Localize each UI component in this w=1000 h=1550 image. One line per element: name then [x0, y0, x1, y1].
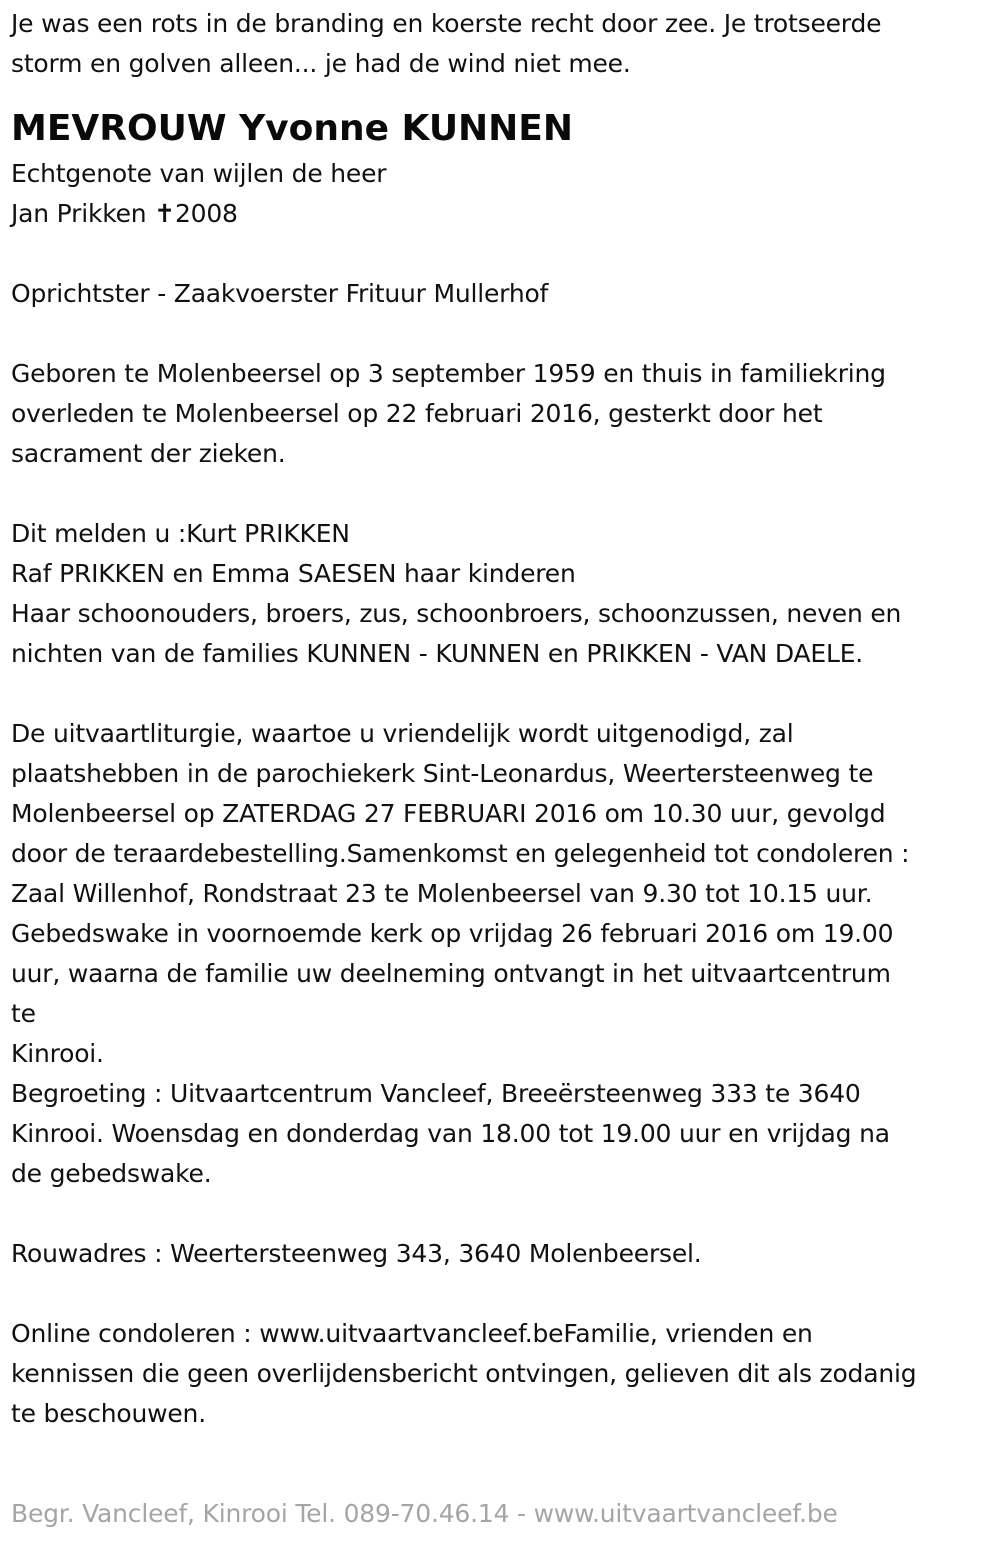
paragraph-line: kennissen die geen overlijdensbericht ontvingen, gelieven dit als zodanig: [11, 1359, 917, 1388]
paragraph-line: Begroeting : Uitvaartcentrum Vancleef, Breeërsteenweg 333 te 3640: [11, 1079, 861, 1108]
paragraph-line: plaatshebben in de parochiekerk Sint-Leonardus, Weertersteenweg te: [11, 759, 874, 788]
spacer: [11, 474, 991, 514]
paragraph-line: Kinrooi.: [11, 1039, 104, 1068]
poem-line: Je was een rots in de branding en koerste recht door zee. Je trotseerde: [11, 9, 882, 38]
paragraph-line: De uitvaartliturgie, waartoe u vriendelijk wordt uitgenodigd, zal: [11, 719, 794, 748]
paragraph-line: de gebedswake.: [11, 1159, 212, 1188]
deceased-name: MEVROUW Yvonne KUNNEN: [11, 108, 574, 149]
paragraph-line: Haar schoonouders, broers, zus, schoonbroers, schoonzussen, neven en: [11, 599, 902, 628]
paragraph-line: overleden te Molenbeersel op 22 februari 2016, gesterkt door het: [11, 399, 823, 428]
paragraph-line: Molenbeersel op ZATERDAG 27 FEBRUARI 2016 om 10.30 uur, gevolgd: [11, 799, 886, 828]
spacer: [11, 1274, 991, 1314]
family-paragraph: [11, 514, 991, 674]
paragraph-line: uur, waarna de familie uw deelneming ontvangt in het uitvaartcentrum: [11, 959, 891, 988]
occupation: Oprichtster - Zaakvoerster Frituur Mullerhof: [11, 279, 549, 308]
cross-icon: ✝: [154, 199, 175, 228]
paragraph-line: door de teraardebestelling.Samenkomst en gelegenheid tot condoleren :: [11, 839, 910, 868]
paragraph-line: Dit melden u :Kurt PRIKKEN: [11, 519, 350, 548]
poem: [11, 4, 991, 84]
poem-line: storm en golven alleen... je had de wind niet mee.: [11, 49, 631, 78]
mourning-address: Rouwadres : Weertersteenweg 343, 3640 Molenbeersel.: [11, 1239, 702, 1268]
spacer: [11, 234, 991, 274]
paragraph-line: Zaal Willenhof, Rondstraat 23 te Molenbeersel van 9.30 tot 10.15 uur.: [11, 879, 873, 908]
paragraph-line: nichten van de families KUNNEN - KUNNEN en PRIKKEN - VAN DAELE.: [11, 639, 864, 668]
spouse-line: [11, 194, 991, 234]
spouse-info: [11, 154, 991, 234]
paragraph-line: Geboren te Molenbeersel op 3 september 1959 en thuis in familiekring: [11, 359, 886, 388]
spouse-name: Jan Prikken: [11, 199, 147, 228]
birth-death-paragraph: [11, 354, 991, 474]
paragraph-line: Raf PRIKKEN en Emma SAESEN haar kinderen: [11, 559, 576, 588]
spacer: [11, 314, 991, 354]
spouse-year: 2008: [174, 199, 238, 228]
funeral-paragraph: [11, 714, 991, 1194]
paragraph-line: Gebedswake in voornoemde kerk op vrijdag 26 februari 2016 om 19.00: [11, 919, 894, 948]
spouse-label: Echtgenote van wijlen de heer: [11, 159, 387, 188]
online-condolence-paragraph: [11, 1314, 991, 1434]
paragraph-line: te: [11, 999, 36, 1028]
paragraph-line: Kinrooi. Woensdag en donderdag van 18.00 tot 19.00 uur en vrijdag na: [11, 1119, 890, 1148]
paragraph-line: Online condoleren : www.uitvaartvancleef.beFamilie, vrienden en: [11, 1319, 813, 1348]
paragraph-line: te beschouwen.: [11, 1399, 206, 1428]
paragraph-line: sacrament der zieken.: [11, 439, 286, 468]
spacer: [11, 1194, 991, 1234]
funeral-home-footer: Begr. Vancleef, Kinrooi Tel. 089-70.46.14 - www.uitvaartvancleef.be: [11, 1499, 838, 1528]
obituary-notice: [11, 4, 991, 1434]
spacer: [11, 674, 991, 714]
